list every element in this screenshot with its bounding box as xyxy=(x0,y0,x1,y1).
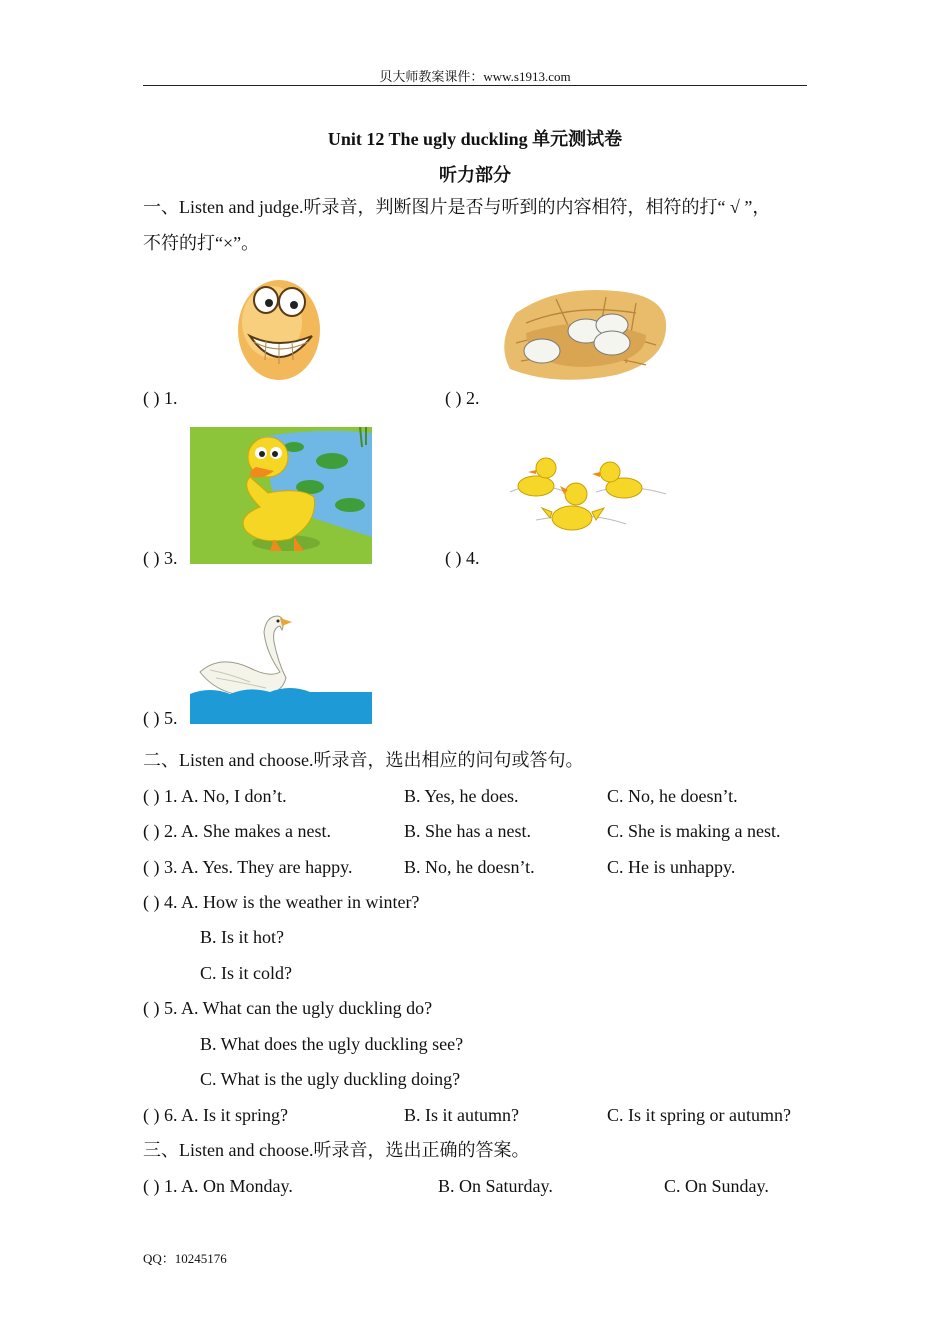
swan-icon xyxy=(190,612,372,724)
s2-q4-option-a: ( ) 4. A. How is the weather in winter? xyxy=(143,892,420,912)
s2-q6-option-c: C. Is it spring or autumn? xyxy=(607,1105,791,1125)
s2-q3-option-c: C. He is unhappy. xyxy=(607,857,736,877)
s3-q1-option-b: B. On Saturday. xyxy=(438,1176,553,1196)
s2-q3-option-a: ( ) 3. A. Yes. They are happy. xyxy=(143,857,353,877)
judge-item-3: ( ) 3. xyxy=(143,548,178,568)
duck-pond-icon xyxy=(190,427,372,564)
page-footer: QQ：10245176 xyxy=(143,1251,227,1266)
s2-q5-option-b: B. What does the ugly duckling see? xyxy=(200,1034,464,1054)
s2-q1-option-a: ( ) 1. A. No, I don’t. xyxy=(143,786,287,806)
egg-face-icon xyxy=(232,278,327,383)
judge-item-4: ( ) 4. xyxy=(445,548,480,568)
s2-q5-option-c: C. What is the ugly duckling doing? xyxy=(200,1069,461,1089)
s2-q5-option-a: ( ) 5. A. What can the ugly duckling do? xyxy=(143,998,433,1018)
s2-q2-option-b: B. She has a nest. xyxy=(404,821,531,841)
page-subtitle: 听力部分 xyxy=(439,165,511,185)
section1-heading-line2: 不符的打“×”。 xyxy=(143,233,260,253)
judge-item-1: ( ) 1. xyxy=(143,388,178,408)
section1-heading-line1: 一、Listen and judge.听录音，判断图片是否与听到的内容相符，相符的打“ √ ”， xyxy=(143,197,771,217)
s2-q2-option-c: C. She is making a nest. xyxy=(607,821,781,841)
section2-heading: 二、Listen and choose.听录音，选出相应的问句或答句。 xyxy=(143,750,584,770)
s3-q1-option-c: C. On Sunday. xyxy=(664,1176,769,1196)
page-header: 贝大师教案课件：www.s1913.com xyxy=(379,69,571,84)
judge-item-2: ( ) 2. xyxy=(445,388,480,408)
s2-q4-option-b: B. Is it hot? xyxy=(200,927,284,947)
s2-q1-option-c: C. No, he doesn’t. xyxy=(607,786,738,806)
section3-heading: 三、Listen and choose.听录音，选出正确的答案。 xyxy=(143,1140,530,1160)
s2-q3-option-b: B. No, he doesn’t. xyxy=(404,857,535,877)
s2-q6-option-a: ( ) 6. A. Is it spring? xyxy=(143,1105,288,1125)
judge-item-5: ( ) 5. xyxy=(143,708,178,728)
s2-q4-option-c: C. Is it cold? xyxy=(200,963,292,983)
s2-q2-option-a: ( ) 2. A. She makes a nest. xyxy=(143,821,331,841)
nest-eggs-icon xyxy=(496,283,670,387)
ducklings-icon xyxy=(506,452,670,542)
s2-q6-option-b: B. Is it autumn? xyxy=(404,1105,519,1125)
page-title: Unit 12 The ugly duckling 单元测试卷 xyxy=(327,129,623,149)
s3-q1-option-a: ( ) 1. A. On Monday. xyxy=(143,1176,293,1196)
s2-q1-option-b: B. Yes, he does. xyxy=(404,786,519,806)
header-rule xyxy=(143,85,807,86)
